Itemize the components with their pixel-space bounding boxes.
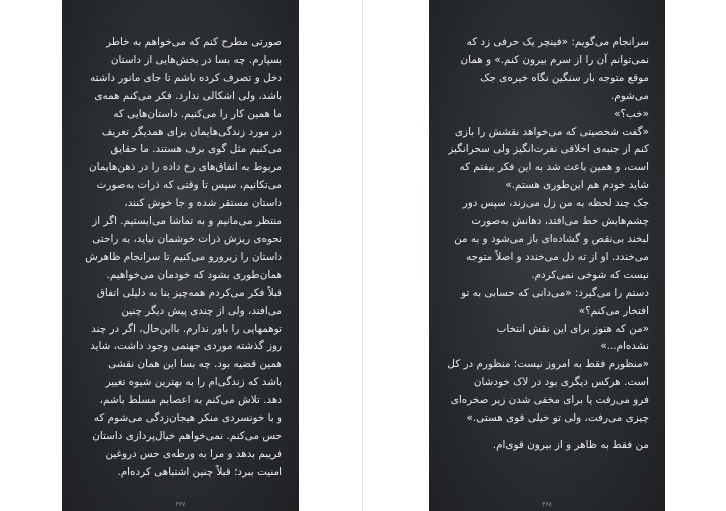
text-line: افتخار می‌کنم؟» — [578, 304, 649, 317]
text-line: است. هرکس دیگری بود در لاک خودشان — [473, 376, 649, 389]
text-line: «من که هنوز برای این نقش انتخاب — [496, 322, 649, 335]
text-line: همان‌طوری بشود که خودمان می‌خواهیم. — [106, 268, 282, 281]
right-page — [429, 0, 665, 511]
text-line: روز گذشته موردی جهنمی وجود داشت، شاید — [90, 340, 282, 353]
text-line: سرانجام می‌گویم: «فینچر یک حرفی زد که — [466, 36, 649, 48]
text-line: شاید خودم هم این‌طوری هستم.» — [505, 179, 649, 192]
text-line: نمی‌توانم آن را از سرم بیرون کنم.» و همان — [460, 53, 649, 66]
text-line: جک چند لحظه به من زل می‌زند، سپس دور — [462, 197, 649, 210]
text-line: می‌شوم. — [610, 89, 649, 102]
text-line: دهد. تلاش می‌کنم به اعصابم مسلط باشم، — [99, 394, 282, 407]
left-page-number: ۳۶۷ — [175, 501, 186, 508]
text-line: و با خونسردی منکر هیجان‌زدگی می‌شوم که — [93, 412, 282, 425]
text-line: نشده‌ام...» — [600, 340, 649, 353]
text-line: قبلاً فکر می‌کردم همه‌چیز بنا به دلیلی اتفاق — [96, 286, 282, 299]
text-line: می‌خندد. او از ته دل می‌خندد و اصلاً متوجه — [466, 250, 649, 263]
text-line: امنیت ببرد؛ قبلاً چنین اشتباهی کرده‌ام. — [117, 465, 282, 478]
text-line: دستم را می‌گیرد: «می‌دانی که حسابی به تو — [461, 286, 649, 299]
right-page-body — [447, 34, 649, 455]
left-page-body — [85, 34, 282, 482]
text-line: در مورد زندگی‌هایمان برای همدیگر تعریف — [101, 125, 282, 138]
text-line: «خب؟» — [614, 107, 649, 120]
text-line: چیزی می‌رفت، ولی تو خیلی قوی هستی.» — [466, 412, 649, 425]
text-line: داستان را زیرورو می‌کنیم تا سرانجام ظاهرش — [85, 250, 282, 263]
text-line: حس می‌کنم. نمی‌خواهم خیال‌پردازی داستان — [92, 429, 282, 442]
left-page — [62, 0, 299, 511]
text-line: لبخند بی‌نقص و گشاده‌ای باز می‌شود و به من — [454, 232, 649, 245]
paragraph-gap — [447, 428, 649, 437]
text-line: می‌تکانیم، سپس تا وقتی که ذرات به‌صورت — [96, 179, 282, 192]
text-line: باشد که زندگی‌ام را به بهترین شیوه تغییر — [105, 376, 282, 389]
text-line: فریبم بدهد و مرا به ورطه‌ی حس دروغین — [105, 447, 282, 460]
text-line: ما همین کار را می‌کنیم. داستان‌هایی که — [113, 107, 282, 120]
text-line: صورتی مطرح کنم که می‌خواهم به خاطر — [106, 36, 282, 48]
text-line: نحوه‌ی ریزش ذرات خوشمان نیاید، به راحتی — [92, 232, 282, 245]
text-line: چشم‌هایش خط می‌افتد، دهانش به‌صورت — [471, 215, 649, 228]
text-line: توهمهایی را باور ندارم. بااین‌حال، اگر در چند — [91, 322, 282, 335]
text-line: «گفت شخصیتی که می‌خواهد نقشش را بازی — [454, 125, 649, 138]
text-line: نیست که شوخی نمی‌کردم. — [531, 268, 649, 281]
text-line: می‌افتد، ولی از چندی پیش دیگر چنین — [121, 304, 282, 317]
text-line: «منظورم فقط به امروز نیست؛ منظورم در کل — [447, 358, 649, 371]
text-line: باشد، ولی اشکالی ندارد. فکر می‌کنم همه‌ی — [94, 89, 282, 102]
text-line: موقع متوجه بار سنگین نگاه خیره‌ی جک — [480, 71, 649, 84]
text-line: همین قضیه بود. چه بسا این همان نقشی — [108, 358, 282, 371]
text-line: من فقط به ظاهر و از بیرون قوی‌ام. — [492, 438, 649, 451]
text-line: داستان مستقر شده و جا خوش کنند، — [124, 197, 282, 210]
text-line: منتظر می‌مانیم و به تماشا می‌ایستیم. اگر از — [92, 215, 282, 228]
text-line: مربوط به اتفاق‌های رخ داده را در ذهن‌هایمان — [88, 161, 282, 174]
text-line: است، و همین باعث شد به این فکر بیفتم که — [459, 161, 649, 174]
page-divider — [362, 0, 363, 511]
right-page-number: ۳۶۸ — [542, 501, 552, 508]
text-line: می‌کنیم مثل گوی برف هستند. ما حقایق — [110, 143, 282, 156]
text-line: فرو می‌رفت یا برای مخفی شدن زیر صخره‌ای — [450, 394, 649, 407]
text-line: بسپارم. چه بسا در بخش‌هایی از داستان — [110, 53, 282, 66]
text-line: کنم از جنبه‌ی اخلاقی نفرت‌انگیز ولی سحرانگیز — [448, 143, 649, 156]
text-line: دخل و تصرف کرده باشم تا جای مانور داشته — [90, 71, 282, 84]
